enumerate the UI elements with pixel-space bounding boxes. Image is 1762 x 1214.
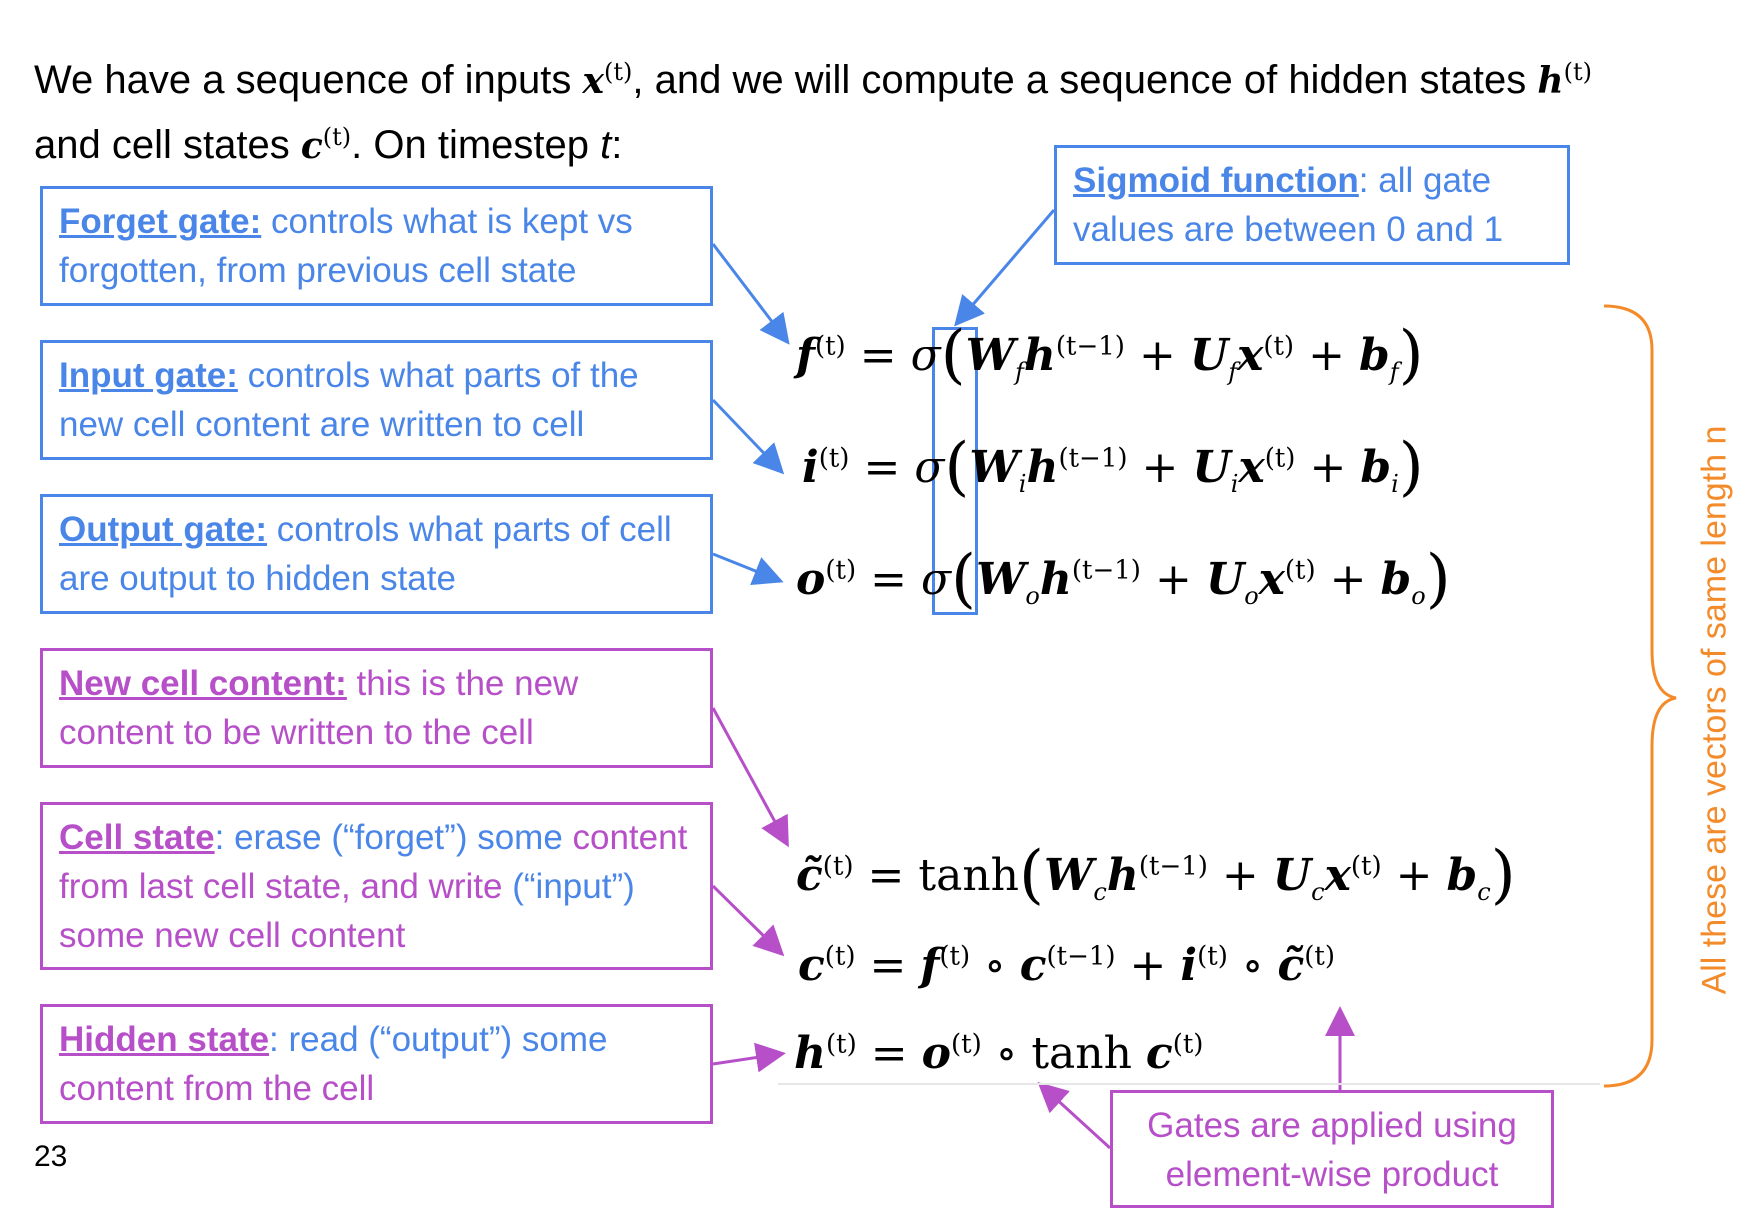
intro-part5: :	[611, 123, 623, 167]
cell-state-text-1: : erase (“forget”) some	[214, 818, 563, 857]
intro-part3: and cell states	[34, 123, 290, 167]
input-arrow	[713, 400, 780, 470]
forget-gate-equation: $f^{(t)} = \sigma(W_fh^{(t-1)} + U_fx^{(t)} + b_f)$	[796, 318, 1424, 392]
output-gate-term: Output gate:	[59, 510, 268, 549]
intro-part4: . On timestep	[351, 123, 589, 167]
new-cell-content-equation: c̃$^{(t)}$ = $\tanh(W_ch^{(t-1)} + U_cx^{(t)} + b_c)$	[796, 838, 1516, 912]
input-gate-equation: $i^{(t)} = \sigma(W_ih^{(t-1)} + U_ix^{(t)} + b_i)$	[802, 430, 1424, 504]
gates-arrow-left	[1042, 1086, 1110, 1148]
sigmoid-arrow	[958, 210, 1054, 322]
side-label: All these are vectors of same length n	[1695, 425, 1734, 995]
intro-part2: , and we will compute a sequence of hidden states	[632, 58, 1527, 102]
forget-gate-text: controls what is kept vs forgotten, from previous cell state	[59, 202, 633, 290]
output-arrow	[713, 554, 778, 580]
new-cell-arrow	[713, 708, 786, 842]
cell-state-arrow	[713, 886, 780, 952]
c-symbol: $c^{(t)}$	[300, 123, 352, 167]
hidden-state-text-1: : read (“output”) some	[269, 1020, 608, 1059]
t-symbol: t	[600, 123, 612, 167]
cell-state-text-4: some new cell content	[59, 916, 406, 955]
cell-state-term: Cell state	[59, 818, 215, 857]
cell-state-text-2: content from last cell state, and write	[59, 818, 688, 906]
new-cell-content-term: New cell content:	[59, 664, 347, 703]
intro-part1: We have a sequence of inputs	[34, 58, 572, 102]
gates-product-text: Gates are applied using element-wise product	[1147, 1106, 1517, 1194]
output-gate-equation: $o^{(t)} = \sigma(W_oh^{(t-1)} + U_ox^{(t)} + b_o)$	[796, 542, 1451, 616]
forget-arrow	[713, 244, 786, 340]
page-number: 23	[34, 1140, 68, 1173]
hidden-state-text-2: content from the cell	[59, 1069, 375, 1108]
input-gate-text: controls what parts of the new cell content are written to cell	[59, 356, 639, 444]
hidden-state-term: Hidden state	[59, 1020, 270, 1059]
hidden-state-equation: $h^{(t)} = o^{(t)}$ ∘ $\tanh c^{(t)}$	[794, 1028, 1204, 1079]
input-gate-term: Input gate:	[59, 356, 238, 395]
sigmoid-text: : all gate values are between 0 and 1	[1073, 161, 1504, 249]
new-cell-content-text: this is the new content to be written to the cell	[59, 664, 579, 752]
cell-state-text-3: (“input”)	[512, 867, 635, 906]
hidden-state-arrow	[713, 1054, 780, 1064]
h-symbol: $h^{(t)}$	[1537, 58, 1592, 102]
sigmoid-term: Sigmoid function	[1073, 161, 1359, 200]
forget-gate-term: Forget gate:	[59, 202, 262, 241]
right-brace	[1604, 306, 1676, 1086]
x-symbol: $x^{(t)}$	[582, 58, 633, 102]
output-gate-text: controls what parts of cell are output to hidden state	[59, 510, 672, 598]
cell-state-equation: $c^{(t)} = f^{(t)}$ ∘ $c^{(t-1)} + i^{(t)}$ ∘ c̃$^{(t)}$	[798, 940, 1336, 991]
